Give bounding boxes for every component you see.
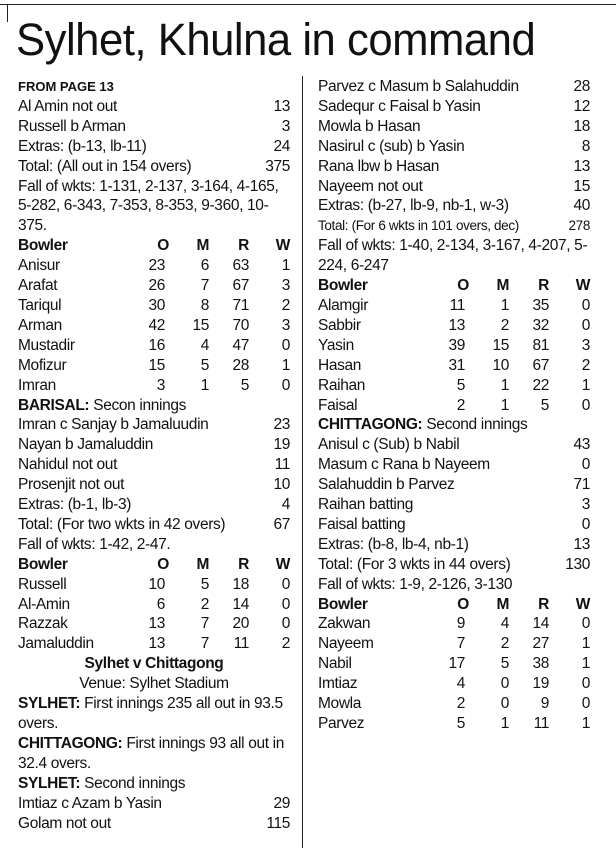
bowler-name: Zakwan [318,615,371,633]
batting-text: Nayeem not out [318,177,423,195]
bowler-name: Faisal [318,396,358,414]
bowler-maidens: 15 [192,316,209,334]
bowler-wickets: 0 [581,675,590,693]
batting-runs: 8 [581,137,590,155]
batting-runs: 130 [565,555,590,573]
batting-text: Raihan batting [318,496,414,514]
batting-runs: 10 [273,476,290,494]
bowler-wickets: 1 [581,376,590,394]
batting-text: Masum c Rana b Nayeem [318,456,490,474]
bowler-runs: 28 [232,356,249,374]
batting-line [318,555,590,575]
bowler-name: Tariqul [18,296,62,314]
innings-label: Secon innings [89,396,187,414]
left-column [18,77,290,833]
sylhet-first-innings [18,694,290,734]
bowler-overs: 3 [156,376,165,394]
batting-line [18,794,290,814]
bowler-name: Mofizur [18,356,67,374]
batting-line [18,475,290,495]
bowler-name: Parvez [318,715,365,732]
bowler-col-name: Bowler [18,555,68,573]
bowler-overs: 2 [456,396,465,414]
batting-text: Prosenjit not out [18,476,125,494]
batting-line [318,117,590,137]
batting-text: Parvez c Masum b Salahuddin [318,78,519,95]
batting-line [18,97,290,117]
column-divider [302,76,303,848]
bowler-overs: 11 [449,296,465,314]
batting-line [318,495,590,515]
bowler-col-name: Bowler [18,237,68,255]
batting-line [318,177,590,197]
bowler-maidens: 1 [500,715,509,732]
batting-line [318,196,590,216]
bowler-maidens: 2 [500,316,509,334]
bowler-runs: 18 [232,575,249,593]
batting-runs: 4 [281,496,290,514]
batting-runs: 23 [273,416,290,434]
bowler-overs: 5 [456,715,465,732]
batting-runs: 67 [273,515,290,533]
bowler-runs: 22 [532,376,549,394]
from-page-label: FROM PAGE 13 [18,79,114,94]
bowler-name: Imran [18,376,56,394]
bowler-row [18,356,290,376]
batting-text: Extras: (b-13, lb-11) [18,137,147,155]
bowler-maidens: 5 [200,575,209,593]
batting-line [318,157,590,177]
bowler-name: Imtiaz [318,675,358,693]
bowler-row [18,575,290,595]
bowler-col-r: R [538,595,549,613]
bowler-row [18,256,290,276]
bowler-runs: 20 [232,615,249,633]
batting-line [18,435,290,455]
bowler-row [318,396,590,416]
bowler-overs: 2 [456,695,465,713]
bowler-overs: 15 [148,356,165,374]
batting-runs: 24 [273,137,290,155]
batting-line [18,415,290,435]
bowler-row [318,654,590,674]
bowler-row [18,276,290,296]
batting-text: Rana lbw b Hasan [318,157,440,175]
batting-runs: 115 [266,814,290,832]
batting-text: Nahidul not out [18,456,118,474]
bowler-wickets: 0 [581,316,590,334]
bowler-runs: 67 [532,356,549,374]
right-column [318,77,590,734]
batting-line [318,455,590,475]
sylhet-batting-b [318,77,590,216]
bowler-runs: 71 [232,296,249,314]
bowler-overs: 26 [148,277,165,295]
batting-text: Nasirul c (sub) b Yasin [318,137,465,155]
batting-line [18,137,290,157]
bowler-wickets: 0 [281,595,290,613]
bowler-name: Hasan [318,356,362,374]
bowler-runs: 38 [532,655,549,673]
batting-line [18,495,290,515]
bowler-col-o: O [457,277,469,295]
batting-text: Total: (For 6 wkts in 101 overs, dec) [318,218,519,234]
batting-runs: 13 [573,535,590,553]
innings-label: Second innings [422,416,528,434]
bowler-col-o: O [157,555,169,573]
bowler-wickets: 1 [581,655,590,673]
bowler-runs: 19 [532,675,549,693]
bowler-row [318,356,590,376]
bowler-col-m: M [196,555,209,573]
bowler-wickets: 0 [581,296,590,314]
batting-line [318,77,590,97]
innings-summary: First innings 235 all out in 93.5 overs. [18,695,283,732]
chittagong-bowling-table [318,296,590,415]
bowler-maidens: 1 [500,296,509,314]
batting-runs: 18 [573,117,590,135]
batting-text: Al Amin not out [18,97,118,115]
bowler-maidens: 10 [492,356,509,374]
bowler-wickets: 2 [281,296,290,314]
team-label: CHITTAGONG: [318,416,423,434]
bowler-runs: 47 [232,336,249,354]
bowler-col-w: W [275,237,290,255]
bowler-wickets: 0 [281,336,290,354]
bowler-row [318,694,590,714]
bowler-overs: 5 [456,376,465,394]
bowler-row [318,634,590,654]
bowler-runs: 81 [532,336,549,354]
bowler-runs: 11 [533,715,549,732]
bowler-maidens: 1 [500,396,509,414]
batting-text: Imran c Sanjay b Jamaluudin [18,416,209,434]
bowler-wickets: 1 [581,715,590,732]
batting-line [18,117,290,137]
bowler-wickets: 0 [281,376,290,394]
bowler-name: Nayeem [318,635,374,653]
bowler-runs: 14 [232,595,249,613]
batting-runs: 43 [573,436,590,454]
sylhet-bowling-table [318,614,590,733]
sylhet-fall-of-wickets: Fall of wkts: 1-40, 2-134, 3-167, 4-207, 5-224, 6-247 [318,237,588,275]
bowler-overs: 6 [156,595,165,613]
bowler-maidens: 7 [200,277,209,295]
bowler-col-r: R [238,237,249,255]
khulna-batting [18,97,290,177]
top-rule [0,4,616,5]
bowler-header [318,595,590,615]
batting-text: Total: (For 3 wkts in 44 overs) [318,555,511,573]
bowler-maidens: 8 [200,296,209,314]
bowler-wickets: 3 [281,277,290,295]
bowler-row [318,316,590,336]
batting-line [18,455,290,475]
bowler-row [18,614,290,634]
bowler-row [318,376,590,396]
bowler-overs: 13 [148,635,165,653]
bowler-maidens: 2 [500,635,509,653]
bowler-col-m: M [496,277,509,295]
bowler-overs: 7 [456,635,465,653]
bowler-row [18,595,290,615]
bowler-maidens: 0 [500,675,509,693]
bowler-col-r: R [238,555,249,573]
bowler-name: Russell [18,575,67,593]
batting-line [18,157,290,177]
bowler-wickets: 1 [281,257,290,275]
batting-runs: 278 [568,218,590,234]
bowler-col-o: O [457,595,469,613]
bowler-maidens: 2 [200,595,209,613]
batting-text: Extras: (b-8, lb-4, nb-1) [318,535,469,553]
batting-line [318,435,590,455]
bowler-col-r: R [538,277,549,295]
khulna-bowling-table [18,575,290,655]
innings-summary: First innings 93 all out in 32.4 overs. [18,734,285,772]
bowler-row [318,614,590,634]
bowler-runs: 9 [540,695,549,713]
bowler-name: Sabbir [318,316,361,334]
team-label: CHITTAGONG: [18,734,123,752]
bowler-maidens: 7 [200,615,209,633]
bowler-wickets: 2 [581,356,590,374]
bowler-row [318,336,590,356]
batting-runs: 0 [581,515,590,533]
barisal-fall-of-wickets: Fall of wkts: 1-42, 2-47. [18,535,171,553]
batting-runs: 15 [573,177,590,195]
bowler-row [318,296,590,316]
headline: Sylhet, Khulna in command [16,14,536,65]
batting-line [318,475,590,495]
bowler-maidens: 4 [200,336,209,354]
batting-text: Salahuddin b Parvez [318,476,455,494]
bowler-runs: 27 [532,635,549,653]
bowler-row [318,674,590,694]
bowler-overs: 9 [456,615,465,633]
batting-line [318,97,590,117]
bowler-maidens: 15 [492,336,509,354]
sylhet-total [318,216,590,236]
bowler-row [18,634,290,654]
batting-text: Extras: (b-1, lb-3) [18,496,132,514]
bowler-col-w: W [575,595,590,613]
bowler-name: Nabil [318,655,352,673]
batting-line [318,515,590,535]
bowler-runs: 70 [232,316,249,334]
bowler-overs: 17 [448,655,465,673]
bowler-name: Jamaluddin [18,635,94,653]
bowler-overs: 10 [148,575,165,593]
bowler-col-m: M [196,237,209,255]
batting-runs: 13 [273,97,290,115]
bowler-runs: 5 [240,376,249,394]
bowler-name: Razzak [18,615,68,633]
batting-line [318,137,590,157]
bowler-row [18,336,290,356]
batting-runs: 29 [273,794,290,812]
batting-runs: 375 [265,157,290,175]
batting-runs: 11 [274,456,290,474]
bowler-maidens: 0 [500,695,509,713]
innings-label: Second innings [80,774,186,792]
bowler-overs: 30 [148,296,165,314]
bowler-runs: 35 [532,296,549,314]
bowler-overs: 39 [448,336,465,354]
bowler-overs: 23 [148,257,165,275]
batting-runs: 13 [573,157,590,175]
batting-text: Sadequr c Faisal b Yasin [318,97,481,115]
bowler-wickets: 0 [281,615,290,633]
bowler-col-name: Bowler [318,277,368,295]
bowler-runs: 5 [540,396,549,414]
batting-line [18,515,290,535]
bowler-header [18,555,290,575]
bowler-name: Arman [18,316,62,334]
batting-text: Russell b Arman [18,117,126,135]
bowler-maidens: 5 [500,655,509,673]
bowler-wickets: 0 [281,575,290,593]
bowler-wickets: 3 [581,336,590,354]
team-label: BARISAL: [18,396,90,414]
bowler-maidens: 5 [200,356,209,374]
batting-runs: 3 [281,117,290,135]
match-venue: Venue: Sylhet Stadium [79,675,229,693]
bowler-overs: 16 [148,336,165,354]
bowler-maidens: 1 [200,376,209,394]
batting-runs: 0 [581,456,590,474]
barisal-bowling-table [18,256,290,395]
batting-runs: 40 [573,197,590,215]
bowler-row [18,376,290,396]
batting-text: Nayan b Jamaluddin [18,436,154,454]
bowler-overs: 31 [448,356,465,374]
bowler-maidens: 6 [200,257,209,275]
batting-text: Imtiaz c Azam b Yasin [18,794,162,812]
batting-runs: 28 [573,78,590,95]
batting-text: Total: (For two wkts in 42 overs) [18,515,226,533]
batting-runs: 12 [573,97,590,115]
chittagong-batting [318,435,590,574]
bowler-header [18,236,290,256]
batting-text: Anisul c (Sub) b Nabil [318,436,460,454]
barisal-batting [18,415,290,534]
bowler-row [18,316,290,336]
team-label: SYLHET: [18,774,81,792]
bowler-wickets: 3 [281,316,290,334]
bowler-name: Al-Amin [18,595,70,613]
bowler-col-w: W [575,277,590,295]
bowler-runs: 14 [532,615,549,633]
left-rule [7,4,8,22]
bowler-row [318,714,590,734]
chittagong-innings-heading [318,415,590,435]
barisal-innings-heading [18,396,290,416]
bowler-wickets: 0 [581,396,590,414]
bowler-runs: 67 [232,277,249,295]
bowler-maidens: 1 [500,376,509,394]
khulna-fall-of-wickets: Fall of wkts: 1-131, 2-137, 3-164, 4-165, 5-282, 6-343, 7-353, 8-353, 9-360, 10-375. [18,177,279,235]
sylhet-batting-a [18,794,290,834]
batting-runs: 3 [581,496,590,514]
batting-line [18,814,290,834]
bowler-col-o: O [157,237,169,255]
bowler-row [18,296,290,316]
batting-text: Total: (All out in 154 overs) [18,157,192,175]
batting-runs: 71 [573,476,590,494]
bowler-name: Arafat [18,277,58,295]
bowler-maidens: 7 [200,635,209,653]
team-label: SYLHET: [18,695,81,713]
bowler-name: Mowla [318,695,362,713]
bowler-runs: 11 [233,635,249,653]
bowler-col-m: M [496,595,509,613]
bowler-col-w: W [275,555,290,573]
bowler-name: Raihan [318,376,366,394]
match-title: Sylhet v Chittagong [84,655,224,673]
batting-text: Faisal batting [318,515,406,533]
bowler-header [318,276,590,296]
bowler-overs: 13 [148,615,165,633]
bowler-name: Yasin [318,336,354,354]
chittagong-first-innings [18,734,290,774]
bowler-runs: 32 [532,316,549,334]
bowler-maidens: 4 [500,615,509,633]
sylhet-second-innings-heading [18,774,290,794]
bowler-name: Mustadir [18,336,75,354]
batting-line [318,535,590,555]
bowler-wickets: 0 [581,695,590,713]
bowler-overs: 13 [448,316,465,334]
batting-text: Extras: (b-27, lb-9, nb-1, w-3) [318,197,509,215]
bowler-runs: 63 [232,257,249,275]
bowler-overs: 4 [456,675,465,693]
bowler-name: Anisur [18,257,60,275]
bowler-wickets: 1 [281,356,290,374]
bowler-wickets: 1 [581,635,590,653]
bowler-wickets: 0 [581,615,590,633]
bowler-col-name: Bowler [318,595,368,613]
bowler-overs: 42 [148,316,165,334]
bowler-name: Alamgir [318,296,369,314]
batting-runs: 19 [273,436,290,454]
bowler-wickets: 2 [281,635,290,653]
chittagong-fall-of-wickets: Fall of wkts: 1-9, 2-126, 3-130 [318,575,513,593]
batting-text: Mowla b Hasan [318,117,421,135]
batting-text: Golam not out [18,814,111,832]
